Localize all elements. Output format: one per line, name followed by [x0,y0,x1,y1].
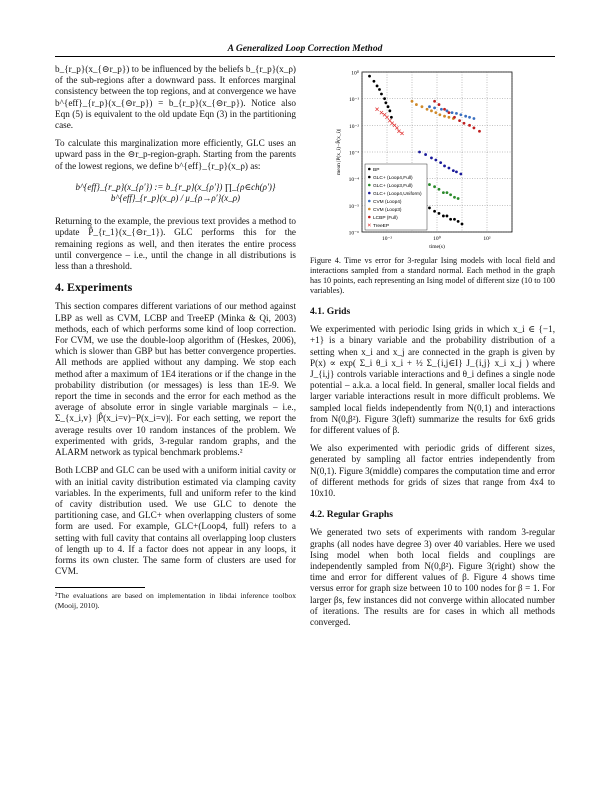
data-point [434,111,437,114]
data-point [442,191,445,194]
data-point [383,97,386,100]
data-point [455,170,458,173]
regular-graphs-paragraph: We generated two sets of experiments with random 3-regular graphs (all nodes have degree 3) over 40 variables. Here we used Ising model when both local fields and couplings are independently sampled from N(0,β²). Figure 3(right) show the time and error for different values of β. Figure 4 shows time versus error for graph size between 10 to 100 nodes for β = 1. For larger βs, few instances did not converge within allocated number of iterations. The results are for cases in which all methods converged. [310,527,555,628]
data-point [439,161,442,164]
data-point [458,119,461,122]
data-point [442,215,445,218]
data-point [428,183,431,186]
data-point [463,122,466,125]
data-point [453,218,456,221]
legend-entry: CVM (Loop3) [373,207,402,213]
data-point [461,223,464,226]
data-point [459,113,462,116]
legend-marker [368,184,371,187]
data-point [448,111,451,114]
legend-marker [368,168,371,171]
legend-entry: GLC+ (Loop3,Full) [373,183,413,189]
data-point [443,165,446,168]
legend-entry: TreeEP [373,223,390,229]
data-point [368,75,371,78]
paragraph-3: Returning to the example, the previous text provides a method to update P̂_{r_1}(x_{⊝r_1}). GLC performs this for the remaining regions as well, and then iterates the entire process until convergence – i.e., until the change in all distributions is less than a threshold. [55,216,296,272]
data-point [468,124,471,127]
data-point [455,112,458,115]
data-point [430,157,433,160]
figure-4 [310,64,555,252]
y-tick-label: 10⁻⁶ [348,230,359,237]
y-tick-label: 10⁰ [351,70,359,77]
subsection-grids: 4.1. Grids [310,306,351,317]
footnote-rule [55,587,145,588]
y-axis-label: mean |P(x_i)−P̂(x_i)| [336,128,342,176]
data-point [457,197,460,200]
running-header: A Generalized Loop Correction Method [227,44,383,54]
legend-marker [368,216,371,219]
data-point [376,85,379,88]
data-point [411,100,414,103]
right-column [310,64,555,635]
y-tick-label: 10⁻³ [348,150,359,157]
data-point [449,218,452,221]
data-point [378,88,381,91]
legend-entry: GLC+ (Loop4,Uniform) [373,191,422,197]
data-point [418,151,421,154]
grids-paragraph-2: We also experimented with periodic grids of different sizes, generated by sampling all factor entries independently from N(0,1). Figure 3(middle) compares the computation time and error of different methods for grids of sizes that range from 4x4 to 10x10. [310,443,555,499]
y-tick-label: 10⁻¹ [348,97,359,104]
data-point [457,220,460,223]
data-point [438,188,441,191]
y-tick-label: 10⁻² [348,123,359,130]
data-point [387,105,390,108]
data-point [424,153,427,156]
data-point [468,116,471,119]
grids-paragraph-1: We experimented with periodic Ising grids in which x_i ∈ {−1, +1} is a binary variable and the probability distribution of a setting when x_i and x_j are connected in the graph is given by P(x) ∝ exp( Σ_i θ_i x_i + ½ Σ_{i,j∈I} J_{i,j} x_i x_j ) where J_{i,j} controls variable interactions and θ_i defines a single node potential – a.k.a. a local field. In general, smaller local fields and larger variable interactions result in more difficult problems. We sampled local fields independently from N(0,1) and interactions from N(0,β²). Figure 3(left) summarize the results for 6x6 grids for different values of β. [310,324,555,436]
legend-marker [368,176,371,179]
x-tick-label: 10⁰ [433,236,441,242]
data-point [433,107,436,110]
data-point [478,130,481,133]
data-point [448,167,451,170]
legend-entry: BP [373,167,380,173]
data-point [440,108,443,111]
legend-marker [368,208,371,211]
section-experiments: 4. Experiments [55,280,133,295]
data-point [453,116,456,119]
data-point [421,105,424,108]
legend-marker [368,192,371,195]
data-point [449,193,452,196]
legend-marker [368,200,371,203]
data-point [451,111,454,114]
equation-upward-pass: b^{eff}_{r_p}(x_{ρ′}) := b_{r_p}(x_{ρ′}) ∏_{ρ∈ch(ρ′)} b^{eff}_{r_p}(x_ρ) / μ_{ρ→ρ′}(x_ρ) [75,181,276,204]
paragraph-4: This section compares different variations of our method against LBP as well as CVM, LCBP and TreeEP (Minka & Qi, 2003) methods, each of which performs some kind of loop correction. For CVM, we use the double-loop algorithm of (Heskes, 2006), which is slower than GBP but has better convergence properties. All methods are applied without any damping. We stop each method after a maximum of 1E4 iterations or if the change in the probability distribution (or messages) is less than 1E-9. We report the time in seconds and the error for each method as the average of absolute error in single variable marginals – i.e., Σ_{x_i,v} |P̂(x_i=v)−P(x_i=v)|. For each setting, we report the average results over 10 random instances of the problem. We experimented with grids, 3-regular random graphs, and the ALARM network as typical benchmark problems.² [55,301,296,458]
x-tick-label: 10⁻² [381,236,393,242]
data-point [388,109,391,112]
data-point [446,215,449,218]
x-axis-label: time(s) [429,244,445,250]
data-point [433,185,436,188]
data-point [438,113,441,116]
data-point [443,108,446,111]
data-point [443,115,446,118]
data-point [448,116,451,119]
time-vs-error-plot [310,64,555,252]
data-point [390,116,393,119]
header-rule [55,56,555,57]
data-point [453,196,456,199]
data-point [464,115,467,118]
paragraph-2: To calculate this marginalization more efficiently, GLC uses an upward pass in the ⊝r_p-region-graph. Starting from the parents of the lowest regions, we define b^{eff}_{r_p}(x_ρ) as: [55,138,296,171]
data-point [426,108,429,111]
legend-entry: LCBP (Full) [373,215,398,221]
data-point [434,159,437,162]
footnote: ²The evaluations are based on implementation in libdai inference toolbox (Mooij, 2010). [55,591,296,610]
data-point [380,93,383,96]
y-tick-label: 10⁻⁴ [348,177,359,184]
y-tick-label: 10⁻⁵ [348,203,359,210]
left-column [55,64,296,610]
figure-4-caption: Figure 4. Time vs error for 3-regular Ising models with local field and interactions sampled from a standard normal. Each method in the graph has 10 points, each representing an Ising model of different size (10 to 100 variables). [310,256,555,295]
paragraph-5: Both LCBP and GLC can be used with a uniform initial cavity or with an initial cavity distribution estimated via clamping cavity variables. In the experiments, full and uniform refer to the kind of cavity distribution used. We use GLC to denote the partitioning case, and GLC+ when overlapping clusters of some form are used. For example, GLC+(Loop4, full) refers to a setting with full cavity that contains all overlapping loop clusters of length up to 4. If a factor does not appear in any loops, it forms its own cluster. The same form of clusters are used for CVM. [55,465,296,577]
data-point [428,207,431,210]
data-point [459,173,462,176]
data-point [428,105,431,108]
data-point [415,103,418,106]
data-point [433,100,436,103]
data-point [446,191,449,194]
legend-entry: CVM (Loop4) [373,199,402,205]
data-point [473,127,476,130]
data-point [373,80,376,83]
data-point [452,169,455,172]
data-point [384,101,387,104]
subsection-regular-graphs: 4.2. Regular Graphs [310,509,393,521]
data-point [433,210,436,213]
paragraph-1: b_{r_p}(x_{⊝r_p}) to be influenced by the beliefs b_{r_p}(x_ρ) of the sub-regions after a downward pass. It enforces marginal consistency between the top regions, and at convergence we have b^{eff}_{r_p}(x_{⊝r_p}) = b_{r_p}(x_{⊝r_p}). Notice also Eqn (5) is equivalent to the old update Eqn (3) in the partitioning case. [55,64,296,131]
legend-entry: GLC+ (Loop4,Full) [373,175,413,181]
data-point [473,117,476,120]
data-point [430,109,433,112]
data-point [438,212,441,215]
data-point [438,103,441,106]
x-tick-label: 10² [483,236,491,242]
